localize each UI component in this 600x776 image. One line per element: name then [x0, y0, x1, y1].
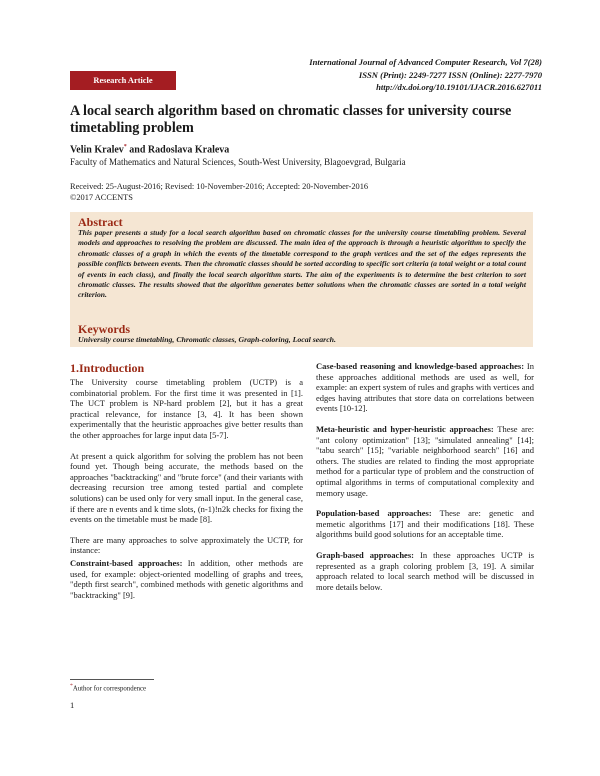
footnote-text: Author for correspondence — [72, 685, 147, 693]
meta-paragraph — [316, 424, 534, 498]
constraint-paragraph — [70, 558, 303, 600]
abstract-heading: Abstract — [78, 215, 123, 229]
intro-paragraph: At present a quick algorithm for solving the problem has not been found yet. Though being accurate, the methods based on the approaches "backtracking" and "brute force" (and their variants with decreasing recursion tree among tested partial and complete solutions) can be used only for very small input. In the general case, if there are n events and k time slots, (n-1)!n2k checks for fixing the events on the timetable must be made [8]. — [70, 450, 303, 525]
article-type-badge: Research Article — [70, 71, 176, 90]
keywords-text: University course timetabling, Chromatic classes, Graph-coloring, Local search. — [78, 335, 336, 344]
doi-link[interactable]: http://dx.doi.org/10.19101/IJACR.2016.627011 — [376, 82, 542, 92]
population-paragraph — [316, 508, 534, 540]
graph-paragraph — [316, 550, 534, 592]
intro-paragraph: The University course timetabling problem (UCTP) is a combinatorial problem. For the first time it was presented in [1]. The UCT problem is NP-hard problem [2], but it has a great practical relevance, for instance [3, 4]. It has been shown experimentally that the heuristic approaches give better results than the other approaches for large input data [5-7]. — [70, 377, 303, 440]
article-dates — [70, 181, 368, 203]
footnote-mark: * — [70, 683, 73, 689]
left-column — [70, 361, 303, 610]
abstract-text: This paper presents a study for a local search algorithm based on chromatic classes for the university course timetabling problem. Several models and approaches to resolving the problem are discussed. The main idea of the approach is through a heuristic algorithm to specify the chromatic classes of a graph in which the events of the timetable correspond to the graph vertices and the set of the edges represents the possible conflicts between events. Then the chromatic classes should be sorted according to specific sort criteria (a total weight or a total count of events in each class), and finally the local search algorithm starts. The aim of the experiments is to determine the best criterion to sort chromatic classes. The results showed that the algorithm generates better solutions when the chromatic classes are sorted in a total weight criterion. — [78, 228, 526, 300]
paper-title: A local search algorithm based on chromatic classes for university course timetabling problem — [70, 103, 512, 136]
keywords-heading: Keywords — [78, 322, 130, 336]
author-line — [70, 144, 229, 155]
graph-label: Graph-based approaches: — [316, 549, 414, 560]
case-text: In these approaches additional methods are used as well, for example: an expert system of rules and graphs with vertices and edges having attributes that store data on correlations between events [10-12]. — [316, 361, 534, 414]
population-text: These are: genetic and memetic algorithms [17] and their modifications [18]. These algorithms build good solutions for an acceptable time. — [316, 508, 534, 540]
dates-line: Received: 25-August-2016; Revised: 10-November-2016; Accepted: 20-November-2016 — [70, 182, 369, 191]
intro-paragraph: There are many approaches to solve approximately the UCTP, for instance: — [70, 534, 303, 556]
page-number: 1 — [70, 700, 75, 710]
intro-heading: 1.Introduction — [70, 361, 145, 375]
meta-label: Meta-heuristic and hyper-heuristic approaches: — [316, 423, 494, 434]
correspondence-mark: * — [123, 144, 127, 150]
footnote — [70, 683, 146, 692]
copyright-line: ©2017 ACCENTS — [70, 193, 133, 202]
journal-name: International Journal of Advanced Computer Research, Vol 7(28) — [309, 57, 542, 67]
graph-text: In these approaches UCTP is represented as a graph coloring problem [3, 19]. A similar approach related to local search method will be discussed in more details below. — [316, 549, 534, 592]
constraint-text: In addition, other methods are used, for example: object-oriented modelling of graphs and trees, "depth first search", combined methods with genetic algorithms and "backtracking" [9]. — [70, 557, 303, 600]
constraint-label: Constraint-based approaches: — [70, 557, 183, 568]
issn-line: ISSN (Print): 2249-7277 ISSN (Online): 2277-7970 — [358, 69, 542, 80]
affiliation: Faculty of Mathematics and Natural Sciences, South-West University, Blagoevgrad, Bulgaria — [70, 157, 406, 167]
author-name: and Radoslava Kraleva — [126, 144, 230, 156]
case-label: Case-based reasoning and knowledge-based approaches: — [316, 361, 525, 371]
case-paragraph — [316, 361, 534, 414]
right-column — [316, 361, 534, 602]
footnote-divider — [70, 679, 154, 680]
author-name: Velin Kralev — [70, 144, 124, 156]
journal-header — [182, 56, 542, 94]
population-label: Population-based approaches: — [316, 508, 432, 519]
meta-text: These are: "ant colony optimization" [13]; "simulated annealing" [14]; "tabu search" [15]; "variable neighborhood search" [16] and others. The studies are related to finding the most appropriate method for a particular type of problem and the construction of optimal algorithms in terms of computational complexity and memory usage. — [316, 423, 534, 498]
